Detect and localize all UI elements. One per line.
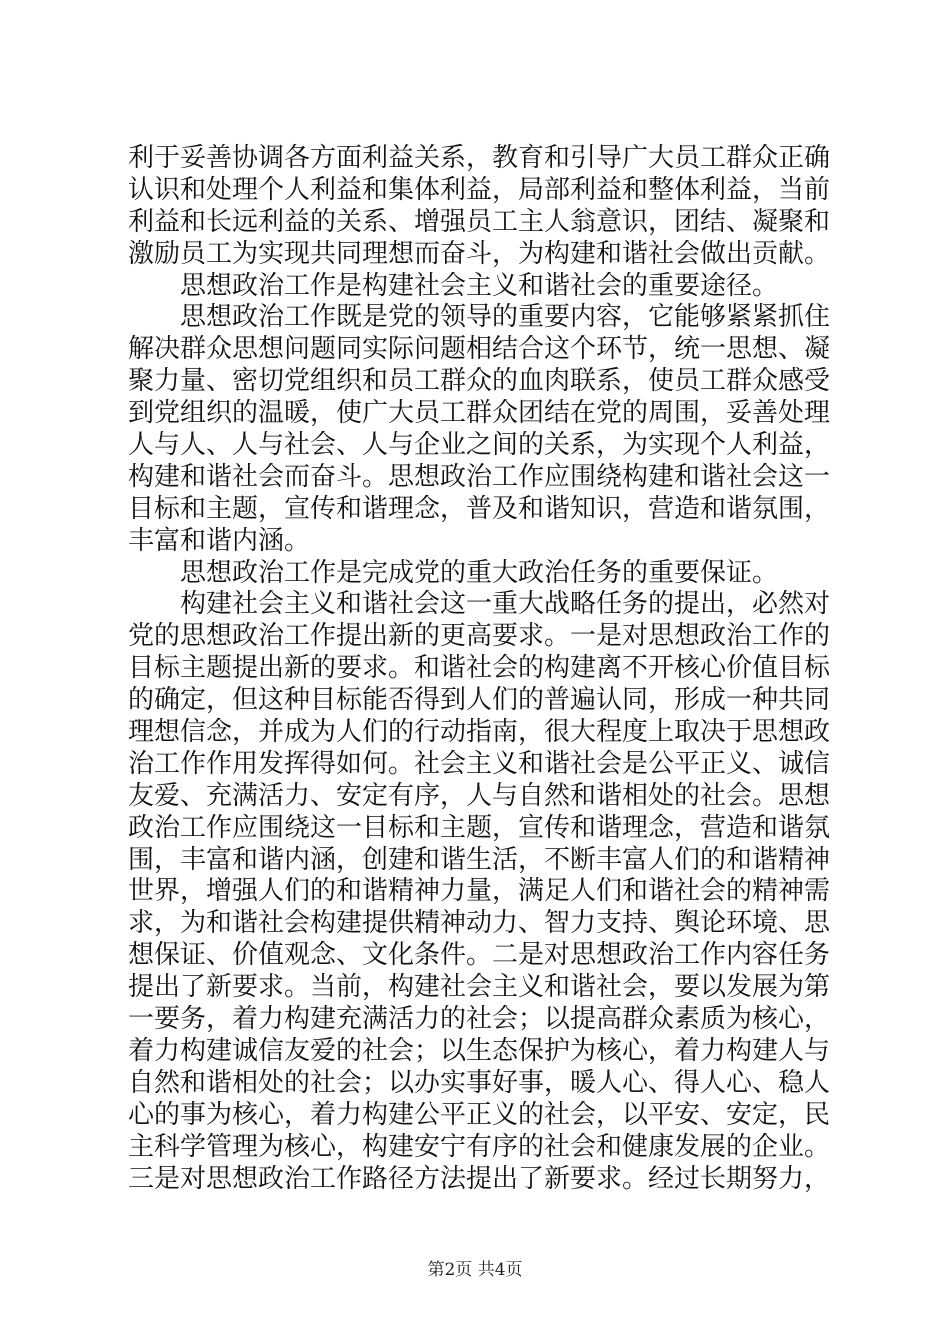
text-line: 丰富和谐内涵。	[128, 525, 311, 556]
text-line: 想保证、价值观念、文化条件。二是对思想政治工作内容任务	[128, 940, 831, 971]
text-line: 思想政治工作既是党的领导的重要内容，它能够紧紧抓住	[180, 302, 831, 333]
text-line: 激励员工为实现共同理想而奋斗，为构建和谐社会做出贡献。	[128, 238, 831, 269]
text-line: 提出了新要求。当前，构建社会主义和谐社会，要以发展为第	[128, 972, 831, 1003]
text-line: 三是对思想政治工作路径方法提出了新要求。经过长期努力，	[128, 1163, 831, 1194]
text-line: 思想政治工作是构建社会主义和谐社会的重要途径。	[180, 270, 779, 301]
text-line: 自然和谐相处的社会；以办实事好事，暖人心、得人心、稳人	[128, 1067, 831, 1098]
text-line: 目标和主题，宣传和谐理念，普及和谐知识，营造和谐氛围，	[128, 493, 831, 524]
text-line: 利益和长远利益的关系、增强员工主人翁意识，团结、凝聚和	[128, 206, 831, 237]
text-line: 着力构建诚信友爱的社会；以生态保护为核心，着力构建人与	[128, 1035, 831, 1066]
text-line: 认识和处理个人利益和集体利益，局部利益和整体利益，当前	[128, 174, 831, 205]
text-line: 思想政治工作是完成党的重大政治任务的重要保证。	[180, 557, 779, 588]
text-line: 到党组织的温暖，使广大员工群众团结在党的周围，妥善处理	[128, 398, 831, 429]
text-line: 构建社会主义和谐社会这一重大战略任务的提出，必然对	[180, 589, 831, 620]
text-line: 的确定，但这种目标能否得到人们的普遍认同，形成一种共同	[128, 685, 831, 716]
text-line: 求，为和谐社会构建提供精神动力、智力支持、舆论环境、思	[128, 908, 831, 939]
text-line: 理想信念，并成为人们的行动指南，很大程度上取决于思想政	[128, 717, 831, 748]
text-line: 解决群众思想问题同实际问题相结合这个环节，统一思想、凝	[128, 334, 831, 365]
page-footer: 第2页 共4页	[427, 1260, 523, 1280]
text-line: 友爱、充满活力、安定有序，人与自然和谐相处的社会。思想	[128, 780, 831, 811]
text-line: 目标主题提出新的要求。和谐社会的构建离不开核心价值目标	[128, 653, 831, 684]
text-line: 人与人、人与社会、人与企业之间的关系，为实现个人利益，	[128, 430, 831, 461]
text-line: 一要务，着力构建充满活力的社会；以提高群众素质为核心，	[128, 1004, 831, 1035]
text-line: 围，丰富和谐内涵，创建和谐生活，不断丰富人们的和谐精神	[128, 844, 831, 875]
text-line: 治工作作用发挥得如何。社会主义和谐社会是公平正义、诚信	[128, 748, 831, 779]
text-line: 党的思想政治工作提出新的更高要求。一是对思想政治工作的	[128, 621, 831, 652]
text-line: 主科学管理为核心，构建安宁有序的社会和健康发展的企业。	[128, 1131, 831, 1162]
text-line: 心的事为核心，着力构建公平正义的社会，以平安、安定，民	[128, 1099, 831, 1130]
text-line: 构建和谐社会而奋斗。思想政治工作应围绕构建和谐社会这一	[128, 461, 831, 492]
body-text	[128, 143, 831, 1195]
text-line: 政治工作应围绕这一目标和主题，宣传和谐理念，营造和谐氛	[128, 812, 831, 843]
text-line: 聚力量、密切党组织和员工群众的血肉联系，使员工群众感受	[128, 366, 831, 397]
text-line: 利于妥善协调各方面利益关系，教育和引导广大员工群众正确	[128, 143, 831, 173]
text-line: 世界，增强人们的和谐精神力量，满足人们和谐社会的精神需	[128, 876, 831, 907]
